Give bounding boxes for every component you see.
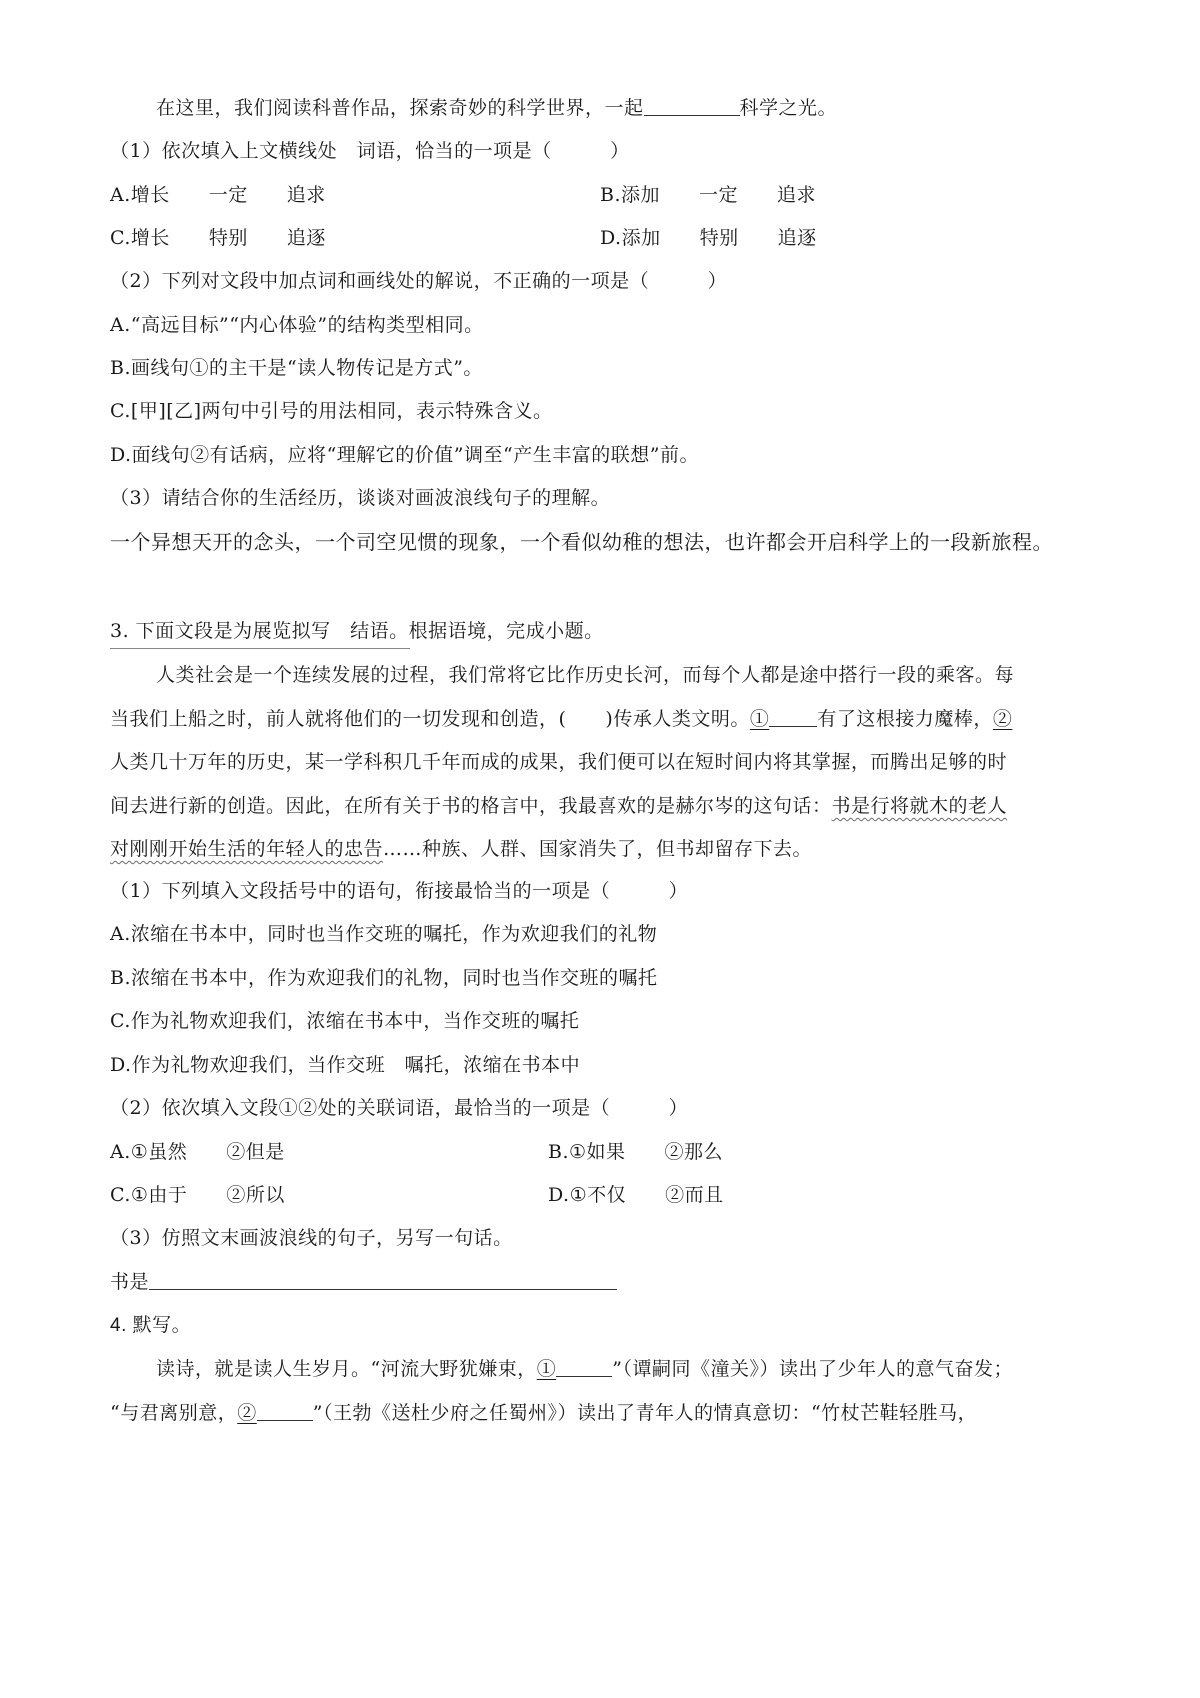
- option-d[interactable]: D.作为礼物欢迎我们，当作交班 嘱托，浓缩在书本中: [110, 1054, 581, 1076]
- question-3-heading: 3. 下面文段是为展览拟写 结语。根据语境，完成小题。: [110, 620, 604, 642]
- option-a[interactable]: A.增长 一定 追求: [110, 184, 326, 206]
- passage-text: ”（王勃《送杜少府之任蜀州》）读出了青年人的情真意切：“竹杖芒鞋轻胜马，: [312, 1402, 978, 1424]
- passage-text: 间去进行新的创造。因此，在所有关于书的格言中，我最喜欢的是赫尔岑的这句话：: [110, 795, 832, 817]
- option-c[interactable]: C.①由于 ②所以: [110, 1184, 285, 1206]
- passage-line: [156, 1354, 1013, 1384]
- question-3-2: （2）依次填入文段①②处的关联词语，最恰当的一项是（ ）: [110, 1097, 689, 1119]
- passage-text: 当我们上船之时，前人就将他们的一切发现和创造，( )传承人类文明。: [110, 708, 750, 730]
- answer-line[interactable]: [110, 648, 410, 649]
- wavy-text: 书是行将就木的老人: [831, 795, 1008, 817]
- option-d[interactable]: D.①不仅 ②而且: [548, 1184, 724, 1206]
- question-3-1: （1）下列填入文段括号中的语句，衔接最恰当的一项是（ ）: [110, 880, 689, 902]
- option-c[interactable]: C.增长 特别 追逐: [110, 227, 326, 249]
- option-row: [110, 1137, 724, 1167]
- passage-line: [110, 1398, 977, 1428]
- option-d[interactable]: D.面线句②有话病，应将“理解它的价值”调至“产生丰富的联想”前。: [110, 444, 699, 466]
- answer-prefix: 书是: [110, 1271, 150, 1293]
- answer-blank[interactable]: [644, 93, 740, 116]
- option-row: [110, 180, 817, 210]
- passage-line: [110, 704, 1012, 734]
- option-b[interactable]: B.添加 一定 追求: [600, 184, 817, 206]
- wavy-text: 对刚刚开始生活的年轻人的忠告: [110, 838, 384, 860]
- option-b[interactable]: B.浓缩在书本中，作为欢迎我们的礼物，同时也当作交班的嘱托: [110, 967, 658, 989]
- option-b[interactable]: B.画线句①的主干是“读人物传记是方式”。: [110, 357, 483, 379]
- passage-text: 科学之光。: [739, 97, 838, 119]
- passage-line: 人类几十万年的历史，某一学科积几千年而成的成果，我们便可以在短时间内将其掌握，而腾出足够的时: [110, 751, 1008, 773]
- question-3-3: （3）仿照文末画波浪线的句子，另写一句话。: [110, 1227, 513, 1249]
- answer-line-row: [110, 1267, 617, 1297]
- option-d[interactable]: D.添加 特别 追逐: [600, 227, 817, 249]
- blank-marker-2: ②: [237, 1402, 257, 1424]
- passage-line: 人类社会是一个连续发展的过程，我们常将它比作历史长河，而每个人都是途中搭行一段的乘客。每: [156, 664, 1015, 686]
- blank-marker-2: ②: [992, 708, 1013, 730]
- blank-marker-1: ①: [536, 1358, 557, 1380]
- passage-line: [110, 834, 812, 864]
- wavy-sentence: 一个异想天开的念头，一个司空见惯的现象，一个看似幼稚的想法，也许都会开启科学上的一段新旅程。: [110, 530, 1053, 554]
- question-2-1: （1）依次填入上文横线处 词语，恰当的一项是（ ）: [110, 140, 630, 162]
- passage-text: ……种族、人群、国家消失了，但书却留存下去。: [383, 838, 813, 860]
- option-a[interactable]: A.①虽然 ②但是: [110, 1141, 285, 1163]
- option-c[interactable]: C.[甲][乙]两句中引号的用法相同，表示特殊含义。: [110, 400, 553, 422]
- question-4-heading: 4. 默写。: [110, 1315, 192, 1336]
- question-2-2: （2）下列对文段中加点词和画线处的解说，不正确的一项是（ ）: [110, 270, 728, 292]
- option-a[interactable]: A.“高远目标”“内心体验”的结构类型相同。: [110, 314, 484, 336]
- option-row: [110, 223, 817, 253]
- option-b[interactable]: B.①如果 ②那么: [548, 1141, 724, 1163]
- answer-blank[interactable]: [769, 704, 817, 727]
- answer-blank[interactable]: [257, 1398, 313, 1421]
- question-2-3: （3）请结合你的生活经历，谈谈对画波浪线句子的理解。: [110, 487, 611, 509]
- passage-text: “与君离别意，: [110, 1402, 238, 1424]
- passage-line: [110, 791, 1007, 821]
- passage-line: [156, 93, 837, 123]
- option-row: [110, 1180, 724, 1210]
- option-a[interactable]: A.浓缩在书本中，同时也当作交班的嘱托，作为欢迎我们的礼物: [110, 923, 658, 945]
- answer-blank[interactable]: [556, 1354, 612, 1377]
- passage-text: 在这里，我们阅读科普作品，探索奇妙的科学世界，一起: [156, 97, 644, 119]
- passage-text: 有了这根接力魔棒，: [817, 708, 993, 730]
- blank-marker-1: ①: [749, 708, 770, 730]
- passage-text: ”（谭嗣同《潼关》）读出了少年人的意气奋发；: [612, 1358, 1013, 1380]
- answer-blank[interactable]: [149, 1267, 617, 1290]
- option-c[interactable]: C.作为礼物欢迎我们，浓缩在书本中，当作交班的嘱托: [110, 1010, 580, 1032]
- passage-text: 读诗，就是读人生岁月。“河流大野犹嫌束，: [156, 1358, 537, 1380]
